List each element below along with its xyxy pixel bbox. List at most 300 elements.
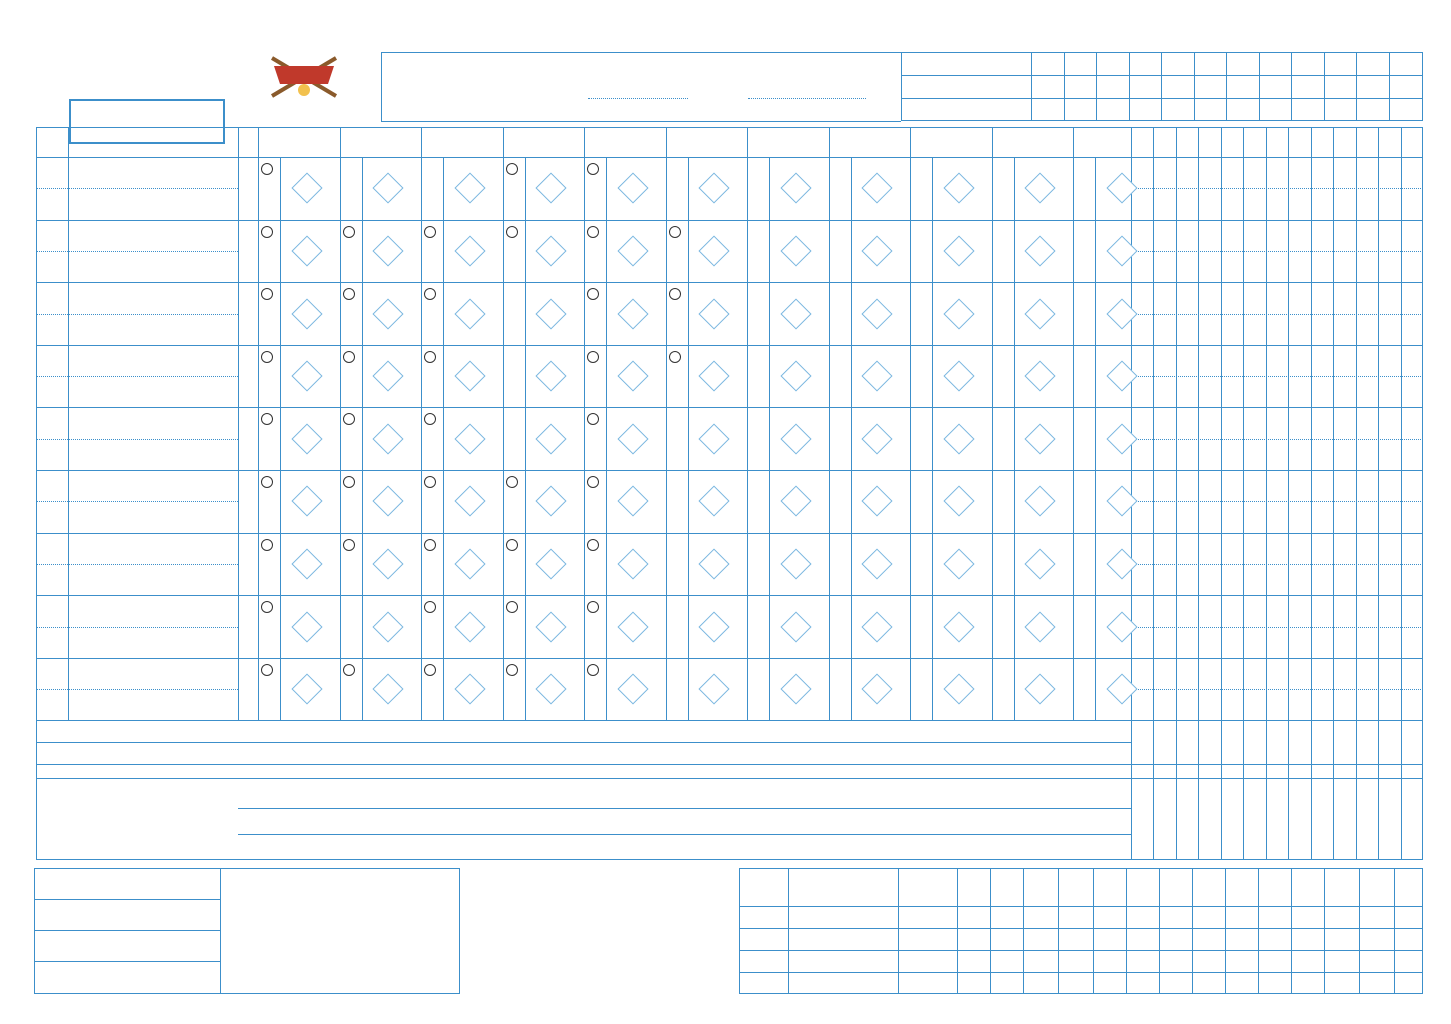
batter-stat	[1131, 537, 1153, 561]
pitching-header	[957, 868, 990, 906]
pitch-mark	[587, 664, 599, 676]
batter-stat	[1153, 161, 1175, 185]
ball-count-line	[932, 220, 933, 283]
scoreboard-team-header	[901, 52, 1031, 75]
pitch-mark	[587, 351, 599, 363]
pitch-mark	[261, 476, 273, 488]
stats-half-line	[1131, 501, 1423, 502]
scoreboard-run	[1129, 75, 1162, 98]
scoreboard-run	[1161, 75, 1194, 98]
scoreboard-run	[1291, 98, 1324, 121]
batter-stat	[1131, 286, 1153, 310]
pitch-mark	[343, 664, 355, 676]
pitching-row-line	[739, 950, 1423, 951]
player-position	[36, 474, 62, 498]
ball-count-line	[688, 157, 689, 220]
pitching-stat	[990, 906, 1023, 928]
ball-count-line	[769, 407, 770, 470]
batting-order-num	[238, 411, 258, 433]
scoreboard-run	[1194, 75, 1227, 98]
ball-count-line	[606, 658, 607, 721]
inning-col-line	[829, 127, 830, 720]
ball-count-line	[769, 220, 770, 283]
batter-stat	[1176, 286, 1198, 310]
scoreboard-inning-num	[1356, 52, 1389, 75]
pitching-header	[1225, 868, 1258, 906]
pitching-header	[1093, 868, 1126, 906]
batter-stat	[1176, 599, 1198, 623]
pitching-stat	[1192, 972, 1225, 994]
pitching-stat	[990, 972, 1023, 994]
ball-count-line	[769, 470, 770, 533]
stat-col-line	[1243, 127, 1244, 860]
ball-count-line	[606, 533, 607, 596]
pitching-stat	[1159, 928, 1192, 950]
ball-count-line	[362, 220, 363, 283]
player-position	[36, 599, 62, 623]
pitching-header	[739, 868, 788, 906]
ball-count-line	[443, 407, 444, 470]
batting-order-num	[238, 349, 258, 371]
batter-stat	[1198, 286, 1220, 310]
inning-col-line	[1073, 127, 1074, 720]
ball-count-line	[525, 282, 526, 345]
summary-top-line	[36, 778, 1423, 779]
batter-stat	[1198, 224, 1220, 248]
batter-stat	[1131, 599, 1153, 623]
pitching-stat	[957, 928, 990, 950]
stat-col-header	[1153, 127, 1175, 157]
lineup-row-line	[36, 407, 1423, 408]
stat-total	[1356, 814, 1378, 838]
batter-stat	[1153, 599, 1175, 623]
batter-stat	[1401, 474, 1423, 498]
ball-count-line	[769, 658, 770, 721]
batter-stat	[1153, 537, 1175, 561]
batter-stat	[1153, 411, 1175, 435]
ball-count-line	[688, 345, 689, 408]
ball-count-line	[443, 658, 444, 721]
pitch-mark	[343, 476, 355, 488]
pitch-mark	[343, 539, 355, 551]
ball-count-line	[1014, 470, 1015, 533]
away-underline	[748, 98, 866, 99]
scoreboard-team-name	[901, 98, 1031, 121]
pitching-header	[1126, 868, 1159, 906]
pitching-stat	[1394, 928, 1423, 950]
pitching-stat	[957, 906, 990, 928]
ball-count-line	[280, 470, 281, 533]
ball-count-line	[606, 470, 607, 533]
pitching-stat	[1225, 906, 1258, 928]
batter-stat	[1153, 474, 1175, 498]
game-info-row-line	[34, 961, 220, 962]
lineup-row-line	[36, 595, 1423, 596]
stat-col-header	[1378, 127, 1400, 157]
pitching-stat	[1359, 906, 1394, 928]
pitching-stat	[1225, 928, 1258, 950]
pitching-header	[788, 868, 897, 906]
stat-total	[1198, 814, 1220, 838]
pitch-mark	[506, 664, 518, 676]
scoreboard-run	[1356, 98, 1389, 121]
ball-count-line	[525, 220, 526, 283]
scoreboard-run	[1356, 75, 1389, 98]
pitch-mark	[506, 539, 518, 551]
batter-stat	[1198, 349, 1220, 373]
batter-stat	[1401, 286, 1423, 310]
pitch-mark	[424, 351, 436, 363]
batter-stat	[1221, 286, 1243, 310]
ball-count-line	[362, 282, 363, 345]
ball-count-line	[606, 157, 607, 220]
scoreboard-run	[1064, 75, 1097, 98]
pitching-header	[1258, 868, 1291, 906]
league-logo	[262, 50, 346, 104]
lineup-half-line	[36, 439, 238, 440]
stat-col-line	[1288, 127, 1289, 860]
lineup-half-line	[36, 689, 238, 690]
scoreboard-run	[1259, 75, 1292, 98]
batter-stat	[1221, 349, 1243, 373]
batter-stat	[1333, 224, 1355, 248]
scoreboard-team-name	[901, 75, 1031, 98]
ball-count-line	[362, 470, 363, 533]
ball-count-line	[851, 658, 852, 721]
ball-count-line	[1014, 282, 1015, 345]
scoreboard-run	[1096, 98, 1129, 121]
batter-stat	[1131, 161, 1153, 185]
ball-count-line	[362, 345, 363, 408]
ball-count-line	[1095, 658, 1096, 721]
pitch-mark	[506, 163, 518, 175]
summary-mid-line	[238, 834, 1131, 835]
ball-count-line	[606, 220, 607, 283]
pitch-mark	[343, 413, 355, 425]
scoreboard-run	[1226, 75, 1259, 98]
ball-count-line	[1014, 407, 1015, 470]
ball-count-line	[362, 658, 363, 721]
pitching-stat	[1324, 972, 1359, 994]
stat-col-header	[1288, 127, 1310, 157]
ball-count-line	[688, 470, 689, 533]
batter-stat	[1131, 411, 1153, 435]
inning-col-num	[747, 131, 829, 155]
game-info-row-line	[34, 899, 220, 900]
batter-stat	[1153, 662, 1175, 686]
lineup-row-line	[36, 720, 1423, 721]
scoreboard-run	[1096, 75, 1129, 98]
batter-stat	[1221, 411, 1243, 435]
ball-count-line	[851, 533, 852, 596]
scoreboard-inning-num	[1031, 52, 1064, 75]
pitching-header	[1324, 868, 1359, 906]
ball-count-line	[443, 345, 444, 408]
batter-stat	[1131, 662, 1153, 686]
inning-col-num	[992, 131, 1074, 155]
inning-col-num	[829, 131, 911, 155]
stat-col-header	[1176, 127, 1198, 157]
pitch-mark	[424, 539, 436, 551]
ball-count-line	[851, 345, 852, 408]
pitching-stat	[1359, 928, 1394, 950]
lineup-row-line	[36, 658, 1423, 659]
lineup-half-line	[36, 314, 238, 315]
batter-stat	[1221, 474, 1243, 498]
scoreboard-run	[1194, 98, 1227, 121]
ball-count-line	[851, 470, 852, 533]
ball-count-line	[688, 595, 689, 658]
pitch-mark	[261, 163, 273, 175]
pitching-stat	[957, 972, 990, 994]
stat-col-line	[1378, 127, 1379, 860]
player-position	[36, 505, 62, 529]
stats-half-line	[1131, 376, 1423, 377]
scoreboard-team-total	[1389, 98, 1423, 121]
scoreboard-run	[1129, 98, 1162, 121]
pitching-header-line	[739, 906, 1423, 907]
batting-order-num	[238, 662, 258, 684]
pitching-header	[1291, 868, 1324, 906]
pitching-stat	[1159, 906, 1192, 928]
pitching-header	[1394, 868, 1423, 906]
ball-count-line	[932, 658, 933, 721]
batter-stat	[1153, 286, 1175, 310]
batter-stat	[1176, 411, 1198, 435]
game-info-row-line	[34, 930, 220, 931]
lineup-half-line	[36, 188, 238, 189]
batter-stat	[1153, 224, 1175, 248]
ball-count-line	[606, 595, 607, 658]
batter-stat	[1198, 537, 1220, 561]
lineup-half-line	[36, 376, 238, 377]
pitching-header	[1192, 868, 1225, 906]
ball-count-line	[688, 282, 689, 345]
pitch-mark	[261, 226, 273, 238]
scoreboard-run	[1324, 98, 1357, 121]
ball-count-line	[280, 345, 281, 408]
lineup-half-line	[36, 627, 238, 628]
batter-stat	[1176, 349, 1198, 373]
ball-count-line	[769, 595, 770, 658]
inning-col-line	[747, 127, 748, 720]
pitch-mark	[261, 351, 273, 363]
pitch-mark	[424, 476, 436, 488]
ball-count-line	[525, 658, 526, 721]
pitch-mark	[506, 226, 518, 238]
ball-count-line	[932, 407, 933, 470]
stat-col-header	[1356, 127, 1378, 157]
ball-count-line	[606, 282, 607, 345]
ball-count-line	[932, 345, 933, 408]
pitching-stat	[1324, 906, 1359, 928]
ball-count-line	[525, 345, 526, 408]
game-info-frame	[34, 868, 460, 994]
ball-count-line	[362, 595, 363, 658]
stat-col-header	[1333, 127, 1355, 157]
batting-order-num	[238, 161, 258, 183]
stat-col-header	[1401, 127, 1423, 157]
batter-stat	[1311, 224, 1333, 248]
pitcher-result	[739, 906, 788, 928]
stats-half-line	[1131, 251, 1423, 252]
ball-count-line	[932, 595, 933, 658]
ball-count-line	[851, 595, 852, 658]
scoreboard-inning-num	[1129, 52, 1162, 75]
stat-col-header	[1221, 127, 1243, 157]
batting-order-num	[238, 286, 258, 308]
ball-count-line	[851, 282, 852, 345]
ball-count-line	[525, 533, 526, 596]
stat-total	[1153, 814, 1175, 838]
ball-count-line	[932, 470, 933, 533]
scoreboard-inning-num	[1226, 52, 1259, 75]
pitch-mark	[587, 226, 599, 238]
batter-stat	[1131, 474, 1153, 498]
pitch-mark	[261, 664, 273, 676]
ball-count-line	[1014, 345, 1015, 408]
stats-half-line	[1131, 689, 1423, 690]
batter-stat	[1176, 161, 1198, 185]
ball-count-line	[280, 658, 281, 721]
ball-count-line	[525, 157, 526, 220]
ball-count-line	[769, 157, 770, 220]
inning-col-num	[503, 131, 585, 155]
ball-count-line	[1095, 282, 1096, 345]
pitch-mark	[587, 539, 599, 551]
pitch-mark	[669, 351, 681, 363]
lineup-row-line	[36, 345, 1423, 346]
ball-count-line	[769, 533, 770, 596]
ball-count-line	[443, 533, 444, 596]
ball-count-line	[1095, 595, 1096, 658]
pitch-mark	[506, 601, 518, 613]
scoreboard-run	[1031, 98, 1064, 121]
pitch-mark	[587, 476, 599, 488]
ball-count-line	[362, 407, 363, 470]
batter-stat	[1401, 599, 1423, 623]
player-position	[36, 161, 62, 185]
ball-count-line	[606, 345, 607, 408]
stat-col-line	[1266, 127, 1267, 860]
batter-stat	[1311, 286, 1333, 310]
ball-count-line	[688, 658, 689, 721]
scoreboard-total-header	[1389, 52, 1423, 75]
ball-count-line	[932, 157, 933, 220]
scoreboard-inning-num	[1259, 52, 1292, 75]
pitch-mark	[343, 226, 355, 238]
ball-count-line	[1095, 345, 1096, 408]
ball-count-line	[280, 533, 281, 596]
batter-stat	[1131, 349, 1153, 373]
pos-header	[36, 127, 68, 157]
batter-stat	[1356, 161, 1378, 185]
pos-col-line	[68, 127, 69, 720]
lineup-half-line	[36, 251, 238, 252]
pitching-row-line	[739, 928, 1423, 929]
ball-count-line	[525, 470, 526, 533]
ball-count-line	[1095, 533, 1096, 596]
ball-count-line	[769, 345, 770, 408]
scoreboard-inning-num	[1324, 52, 1357, 75]
ball-count-line	[688, 533, 689, 596]
scoreboard-run	[1031, 75, 1064, 98]
ball-count-line	[443, 470, 444, 533]
lineup-row-line	[36, 470, 1423, 471]
batting-order-num	[238, 599, 258, 621]
scoreboard-run	[1324, 75, 1357, 98]
pitch-mark	[506, 476, 518, 488]
ball-count-line	[525, 407, 526, 470]
batting-order-num	[238, 224, 258, 246]
scoreboard-run	[1291, 75, 1324, 98]
inning-col-line	[340, 127, 341, 720]
ball-count-line	[362, 157, 363, 220]
stats-half-line	[1131, 564, 1423, 565]
pitching-header	[1359, 868, 1394, 906]
game-info-divider	[220, 868, 221, 994]
scoreboard-run	[1161, 98, 1194, 121]
inning-col-num	[340, 131, 422, 155]
stat-col-header	[1266, 127, 1288, 157]
player-position	[36, 255, 62, 279]
batter-stat	[1198, 411, 1220, 435]
stats-half-line	[1131, 439, 1423, 440]
batter-stat	[1356, 537, 1378, 561]
pitching-row-line	[739, 972, 1423, 973]
ball-count-line	[688, 407, 689, 470]
stat-total	[1401, 814, 1423, 838]
batter-stat	[1356, 474, 1378, 498]
ball-count-line	[851, 220, 852, 283]
inning-col-line	[584, 127, 585, 720]
ball-count-line	[362, 533, 363, 596]
ball-count-line	[1095, 470, 1096, 533]
inning-col-line	[258, 127, 259, 720]
batter-stat	[1198, 161, 1220, 185]
pitching-header	[990, 868, 1023, 906]
ball-count-line	[769, 282, 770, 345]
pitch-mark	[424, 664, 436, 676]
ball-count-line	[443, 220, 444, 283]
pitching-header	[1058, 868, 1093, 906]
pitching-header	[1159, 868, 1192, 906]
stat-col-header	[1198, 127, 1220, 157]
scoreboard-run	[1259, 98, 1292, 121]
ball-count-line	[1014, 157, 1015, 220]
batter-stat	[1221, 161, 1243, 185]
grid-header-line	[36, 157, 1423, 158]
lineup-row-line	[36, 220, 1423, 221]
pitch-mark	[343, 351, 355, 363]
ball-count-line	[525, 595, 526, 658]
pitching-stat	[1023, 906, 1058, 928]
pitching-stat	[1225, 972, 1258, 994]
batter-stat	[1176, 537, 1198, 561]
scoreboard-inning-num	[1096, 52, 1129, 75]
stat-total	[1131, 814, 1153, 838]
pitching-stat	[1324, 928, 1359, 950]
batter-stat	[1198, 599, 1220, 623]
pitching-stat	[1359, 972, 1394, 994]
stat-total	[1378, 814, 1400, 838]
scoreboard-inning-num	[1291, 52, 1324, 75]
player-position	[36, 349, 62, 373]
ball-count-line	[280, 407, 281, 470]
ball-count-line	[1095, 220, 1096, 283]
lineup-half-line	[36, 564, 238, 565]
scoreboard-run	[1226, 98, 1259, 121]
